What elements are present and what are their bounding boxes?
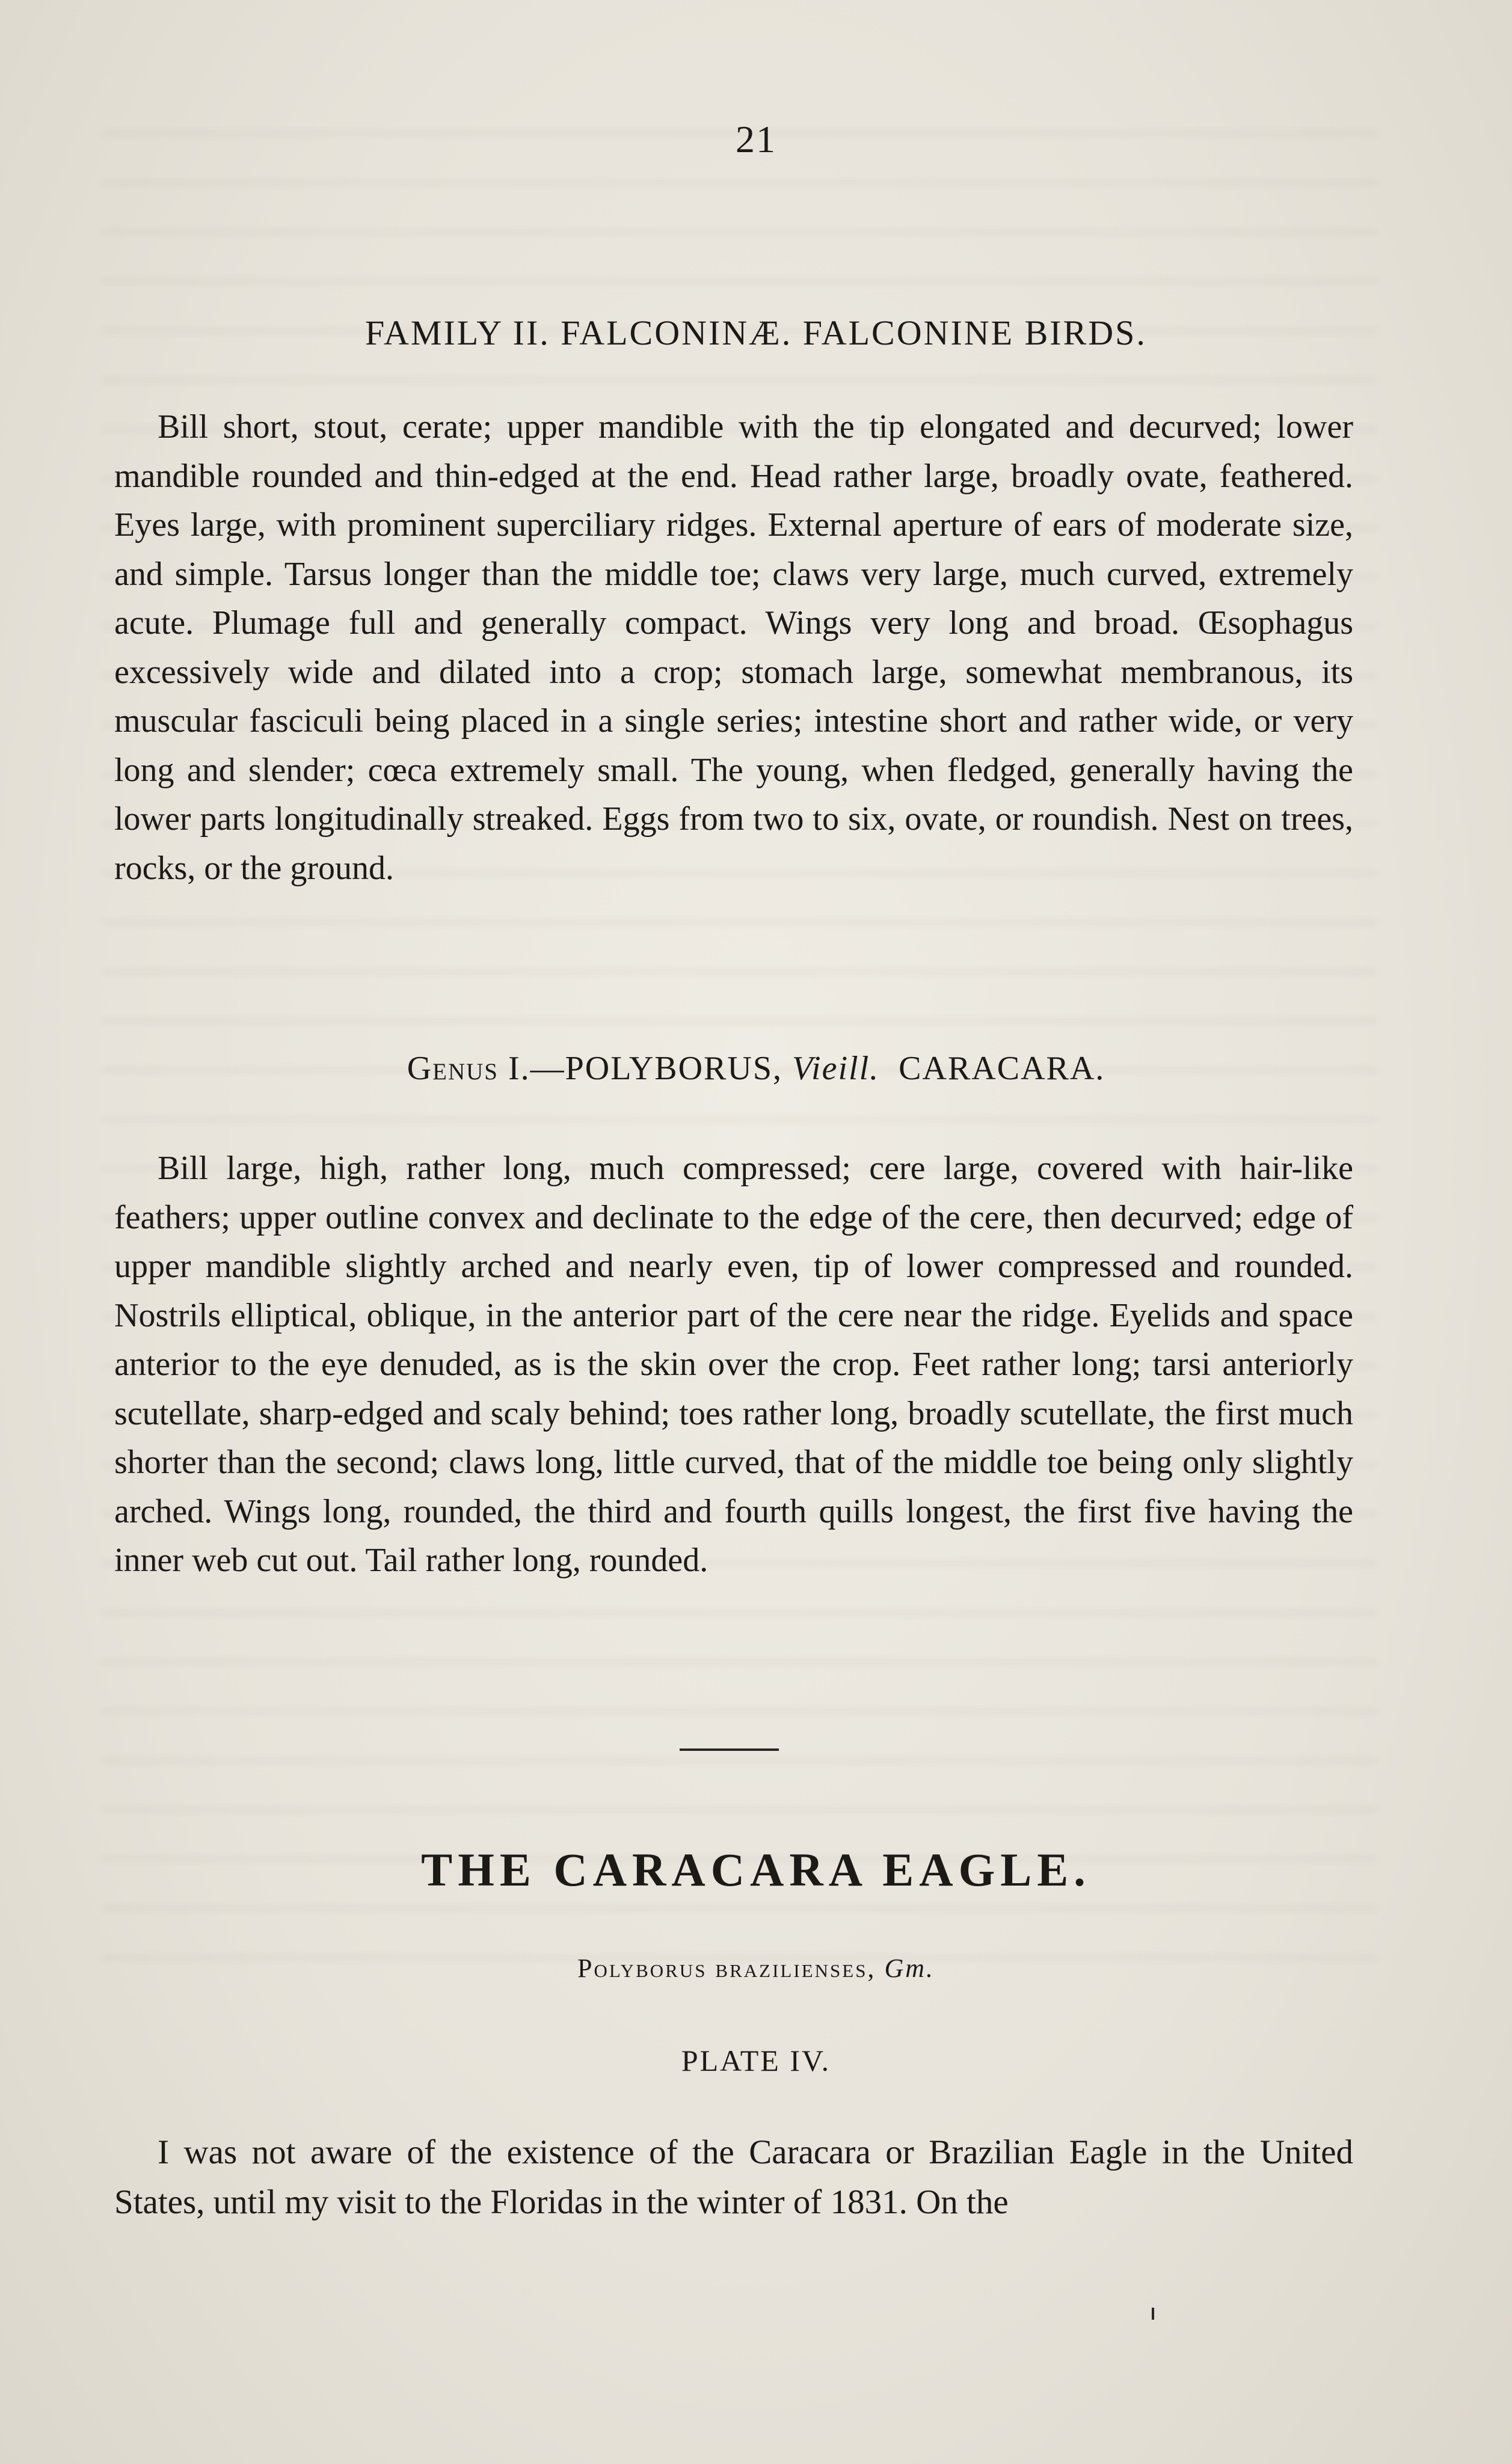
family-description: Bill short, stout, cerate; upper mandible with the tip elongated and decurved; lower mandible rounded and thin-edged at the end. Head rather large, broadly ovate, feathered. Eyes large, with prominent superciliary ridges. External aperture of ears of moderate size, and simple. Tarsus longer than the middle toe; claws very large, much curved, extremely acute. Plumage full and generally compact. Wings very long and broad. Œsophagus excessively wide and dilated into a crop; stomach large, somewhat membranous, its muscular fasciculi being placed in a single series; intestine short and rather wide, or very long and slender; cœca extremely small. The young, when fledged, generally having the lower parts longitudinally streaked. Eggs from two to six, ovate, or roundish. Nest on trees, rocks, or the ground. xyxy=(114,408,1353,887)
species-line xyxy=(0,1953,1512,1984)
genus-authority: Vieill. xyxy=(791,1050,880,1087)
ink-mark xyxy=(1152,2308,1154,2320)
genus-name: —POLYBORUS, xyxy=(530,1050,782,1087)
section-divider xyxy=(680,1748,779,1751)
page-number: 21 xyxy=(736,118,776,161)
plate-label: PLATE IV. xyxy=(681,2044,831,2077)
opening-paragraph: I was not aware of the existence of the Caracara or Brazilian Eagle in the United States, until my visit to the Floridas in the winter of 1831. On the xyxy=(114,2133,1353,2221)
species-name: Polyborus brazilienses, xyxy=(577,1954,876,1983)
family-heading: FAMILY II. FALCONINÆ. FALCONINE BIRDS. xyxy=(365,313,1147,352)
show-through-texture xyxy=(102,108,1377,1972)
genus-heading xyxy=(0,1049,1512,1088)
genus-common-name: CARACARA. xyxy=(899,1050,1105,1087)
species-authority: Gm. xyxy=(884,1954,935,1983)
genus-label: Genus I. xyxy=(407,1050,530,1087)
article-title: THE CARACARA EAGLE. xyxy=(421,1843,1091,1896)
genus-description: Bill large, high, rather long, much compressed; cere large, covered with hair-like feathers; upper outline convex and declinate to the edge of the cere, then decurved; edge of upper mandible slightly arched and nearly even, tip of lower compressed and rounded. Nostrils elliptical, oblique, in the anterior part of the cere near the ridge. Eyelids and space anterior to the eye denuded, as is the skin over the crop. Feet rather long; tarsi anteriorly scutellate, sharp-edged and scaly behind; toes rather long, broadly scutellate, the first much shorter than the second; claws long, little curved, that of the middle toe being only slightly arched. Wings long, rounded, the third and fourth quills longest, the first five having the inner web cut out. Tail rather long, rounded. xyxy=(114,1150,1353,1579)
